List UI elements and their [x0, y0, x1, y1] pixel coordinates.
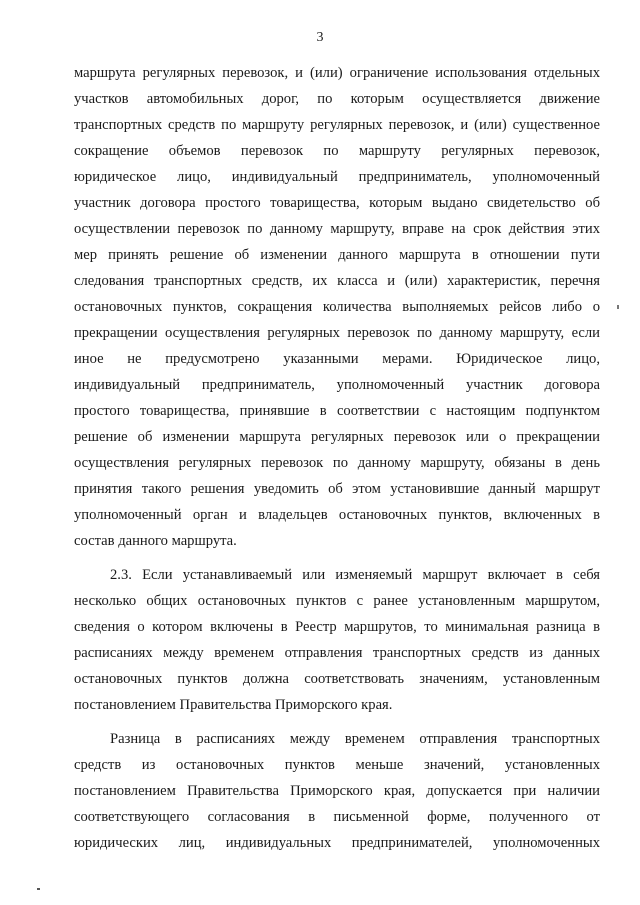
- text-line: остановочных пунктов должна соответствовать значениям, установленным: [74, 671, 600, 687]
- text-line: решение об изменении маршрута регулярных перевозок или о прекращении: [74, 429, 600, 445]
- text-line: участков автомобильных дорог, по которым осуществляется движение: [74, 91, 600, 107]
- text-line: расписаниях между временем отправления транспортных средств из данных: [74, 645, 600, 661]
- text-line: уполномоченный орган и владельцев остановочных пунктов, включенных в: [74, 507, 600, 523]
- paragraph-1: [74, 60, 600, 554]
- text-line: сокращение объемов перевозок по маршруту регулярных перевозок,: [74, 143, 600, 159]
- text-line: участник договора простого товарищества, которым выдано свидетельство об: [74, 195, 600, 211]
- text-line: остановочных пунктов, сокращения количества выполняемых рейсов либо о: [74, 299, 600, 315]
- text-line: осуществления регулярных перевозок по данному маршруту, обязаны в день: [74, 455, 600, 471]
- text-line: состав данного маршрута.: [74, 533, 237, 549]
- text-line: несколько общих остановочных пунктов с ранее установленным маршрутом,: [74, 593, 600, 609]
- text-line: транспортных средств по маршруту регулярных перевозок, и (или) существенное: [74, 117, 600, 133]
- text-line: постановлением Правительства Приморского края, допускается при наличии: [74, 783, 600, 799]
- text-line: 2.3. Если устанавливаемый или изменяемый маршрут включает в себя: [110, 567, 600, 583]
- text-line: Разница в расписаниях между временем отправления транспортных: [110, 731, 600, 747]
- text-line: соответствующего согласования в письменной форме, полученного от: [74, 809, 600, 825]
- scan-mark: [617, 305, 619, 309]
- text-line: следования транспортных средств, их класса и (или) характеристик, перечня: [74, 273, 600, 289]
- text-line: принятия такого решения уведомить об этом установившие данный маршрут: [74, 481, 600, 497]
- text-line: юридическое лицо, индивидуальный предприниматель, уполномоченный: [74, 169, 600, 185]
- document-body: [74, 60, 600, 856]
- text-line: мер принять решение об изменении данного маршрута в отношении пути: [74, 247, 600, 263]
- paragraph-2-3: [74, 562, 600, 718]
- text-line: сведения о котором включены в Реестр маршрутов, то минимальная разница в: [74, 619, 600, 635]
- text-line: иное не предусмотрено указанными мерами. Юридическое лицо,: [74, 351, 600, 367]
- text-line: юридических лиц, индивидуальных предпринимателей, уполномоченных: [74, 835, 600, 851]
- text-line: простого товарищества, принявшие в соответствии с настоящим подпунктом: [74, 403, 600, 419]
- text-line: маршрута регулярных перевозок, и (или) ограничение использования отдельных: [74, 65, 600, 81]
- text-line: средств из остановочных пунктов меньше значений, установленных: [74, 757, 600, 773]
- text-line: индивидуальный предприниматель, уполномоченный участник договора: [74, 377, 600, 393]
- page-number: 3: [316, 30, 324, 45]
- text-line: постановлением Правительства Приморского края.: [74, 697, 393, 713]
- scan-dot: [37, 888, 40, 890]
- paragraph-3: [74, 726, 600, 856]
- text-line: прекращении осуществления регулярных перевозок по данному маршруту, если: [74, 325, 600, 341]
- text-line: осуществлении перевозок по данному маршруту, вправе на срок действия этих: [74, 221, 600, 237]
